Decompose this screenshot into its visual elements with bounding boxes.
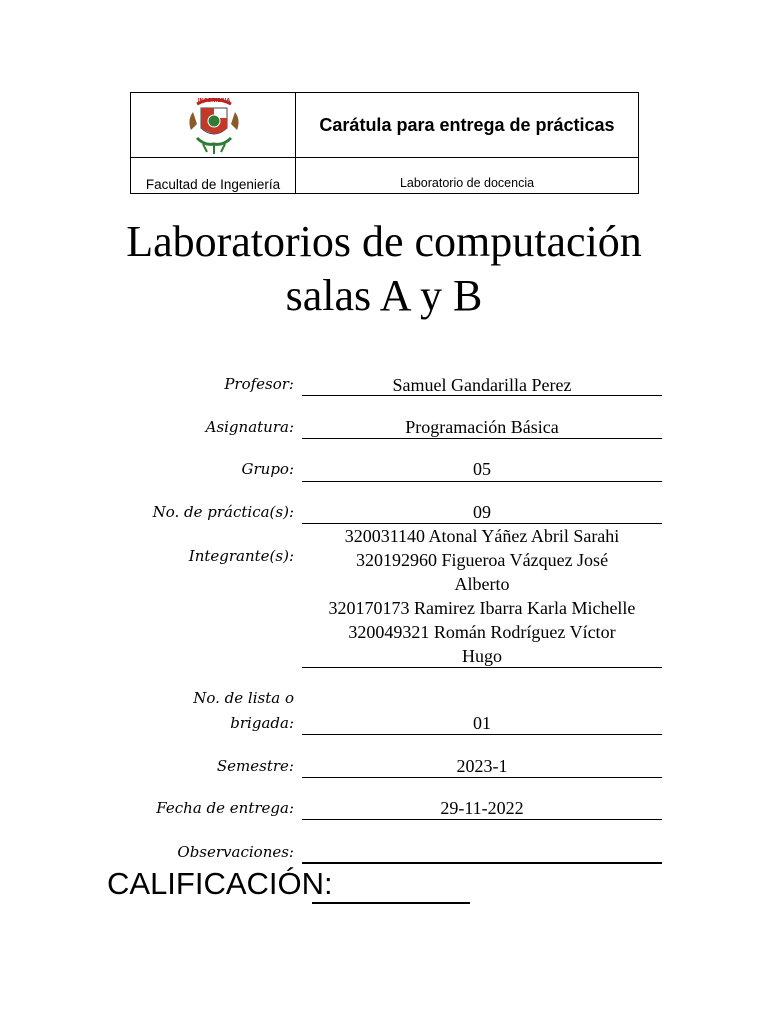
profesor-label: Profesor: xyxy=(224,375,294,393)
integrante-line: Hugo xyxy=(462,646,502,666)
integrantes-label: Integrante(s): xyxy=(188,547,294,565)
fecha-value: 29-11-2022 xyxy=(440,798,524,818)
integrante-line: Alberto xyxy=(454,574,510,594)
lista-label-line-2: brigada: xyxy=(230,714,294,732)
lista-underline xyxy=(302,734,662,735)
integrante-line: 320031140 Atonal Yáñez Abril Sarahi xyxy=(344,526,620,546)
fecha-underline xyxy=(302,819,662,820)
profesor-underline xyxy=(302,395,662,396)
lista-value: 01 xyxy=(473,713,491,733)
integrantes-list xyxy=(302,524,662,668)
grupo-label: Grupo: xyxy=(241,460,294,478)
observaciones-underline xyxy=(302,862,662,864)
practica-label: No. de práctica(s): xyxy=(152,503,294,521)
calificacion-blank-line xyxy=(312,902,470,904)
title-line-2: salas A y B xyxy=(285,271,483,320)
title-line-1: Laboratorios de computación xyxy=(126,217,642,266)
logo-cell xyxy=(131,93,296,158)
faculty-name: Facultad de Ingeniería xyxy=(131,158,296,193)
integrantes-underline xyxy=(302,667,662,668)
integrante-line: 320049321 Román Rodríguez Víctor xyxy=(348,622,616,642)
semestre-label: Semestre: xyxy=(216,757,294,775)
profesor-value: Samuel Gandarilla Perez xyxy=(392,375,572,395)
asignatura-value: Programación Básica xyxy=(405,417,559,437)
grupo-underline xyxy=(302,481,662,482)
ingenieria-crest-icon xyxy=(183,94,245,156)
semestre-value: 2023-1 xyxy=(456,756,508,776)
integrante-line: 320170173 Ramirez Ibarra Karla Michelle xyxy=(328,598,636,618)
crest-text: INGENIERIA xyxy=(197,98,231,104)
header-title: Carátula para entrega de prácticas xyxy=(296,93,638,158)
asignatura-underline xyxy=(302,438,662,439)
page-title xyxy=(0,215,768,323)
header-table xyxy=(130,92,639,194)
fecha-label: Fecha de entrega: xyxy=(156,799,294,817)
practica-value: 09 xyxy=(473,502,491,522)
observaciones-label: Observaciones: xyxy=(177,843,294,861)
integrante-line: 320192960 Figueroa Vázquez José xyxy=(355,550,609,570)
grupo-value: 05 xyxy=(473,459,491,479)
lab-name: Laboratorio de docencia xyxy=(399,176,535,190)
semestre-underline xyxy=(302,777,662,778)
lista-label-line-1: No. de lista o xyxy=(193,689,294,707)
asignatura-label: Asignatura: xyxy=(205,418,294,436)
calificacion-label: CALIFICACIÓN: xyxy=(107,866,333,901)
